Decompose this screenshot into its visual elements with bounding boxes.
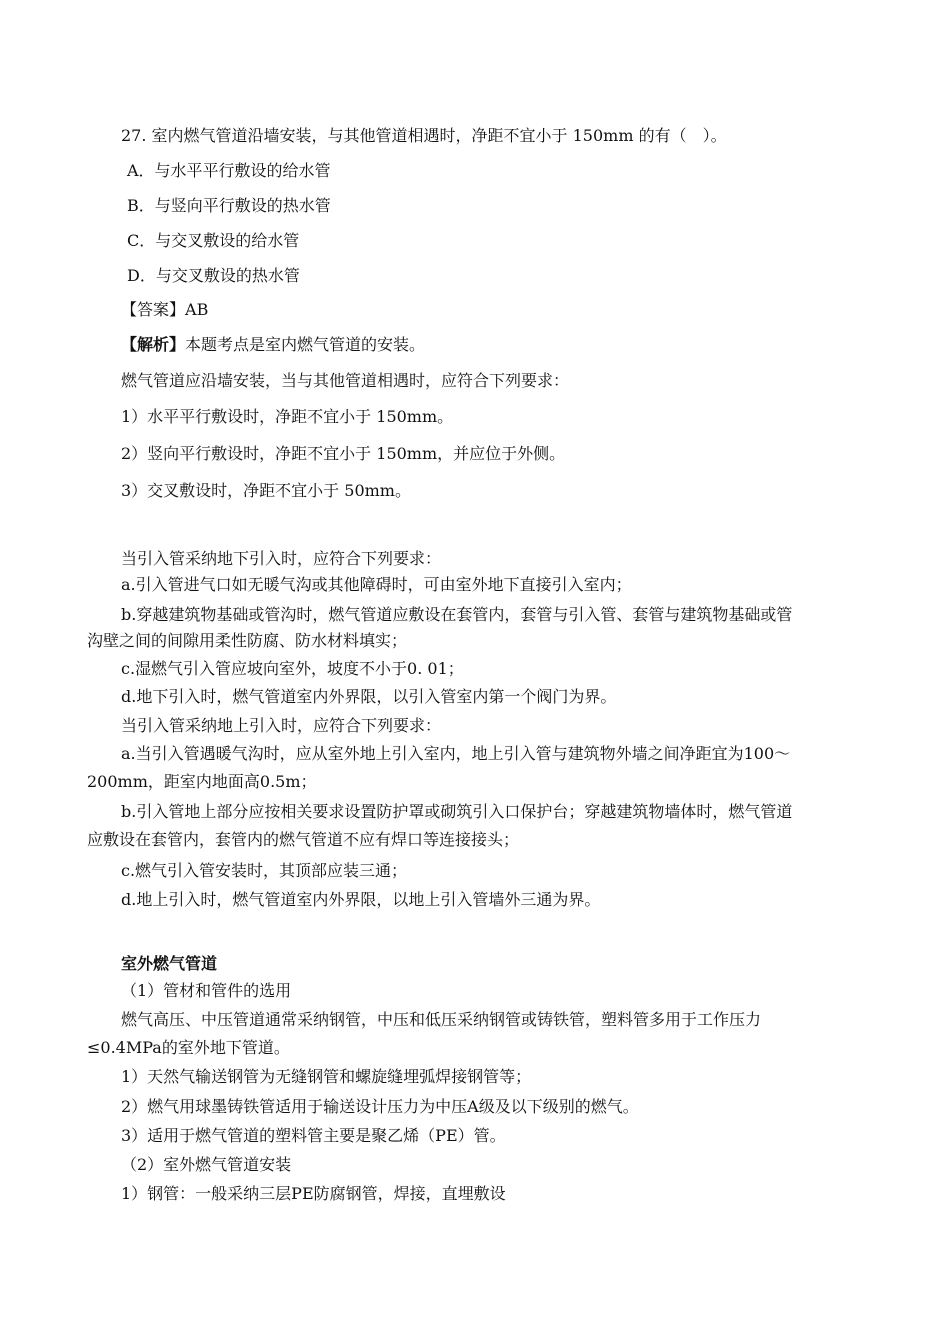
subheading-installation: （2）室外燃气管道安装	[121, 1155, 292, 1174]
answer-line	[121, 299, 208, 321]
analysis-line	[121, 334, 425, 356]
answer-label: 【答案】	[121, 300, 186, 319]
analysis-text: 本题考点是室内燃气管道的安装。	[185, 335, 426, 354]
aboveground-item-b: b.引入管地上部分应按相关要求设置防护罩或砌筑引入口保护台；穿越建筑物墙体时，燃气管道	[121, 802, 793, 821]
answer-value: AB	[185, 300, 209, 319]
option-a: A．与水平平行敷设的给水管	[127, 161, 331, 180]
aboveground-item-b-cont: 应敷设在套管内，套管内的燃气管道不应有焊口等连接接头；	[87, 830, 520, 849]
option-b: B．与竖向平行敷设的热水管	[127, 196, 331, 215]
underground-item-d: d.地下引入时，燃气管道室内外界限，以引入管室内第一个阀门为界。	[121, 687, 617, 706]
underground-intro: 当引入管采纳地下引入时，应符合下列要求：	[121, 549, 442, 568]
material-item: 3）适用于燃气管道的塑料管主要是聚乙烯（PE）管。	[121, 1126, 506, 1145]
option-d: D．与交叉敷设的热水管	[127, 266, 300, 285]
aboveground-item-c: c.燃气引入管安装时，其顶部应装三通；	[121, 861, 408, 880]
question-stem: 27. 室内燃气管道沿墙安装，与其他管道相遇时，净距不宜小于 150mm 的有（ ）。	[121, 126, 727, 145]
rule-item: 2）竖向平行敷设时，净距不宜小于 150mm，并应位于外侧。	[121, 444, 566, 463]
aboveground-item-a: a.当引入管遇暖气沟时，应从室外地上引入室内，地上引入管与建筑物外墙之间净距宜为100～	[121, 744, 791, 763]
paragraph-cont: ≤0.4MPa的室外地下管道。	[87, 1038, 290, 1057]
underground-item-b: b.穿越建筑物基础或管沟时，燃气管道应敷设在套管内，套管与引入管、套管与建筑物基础或管	[121, 605, 793, 624]
aboveground-item-a-cont: 200mm，距室内地面高0.5m；	[87, 772, 317, 791]
rules-intro: 燃气管道应沿墙安装，当与其他管道相遇时，应符合下列要求：	[121, 371, 570, 390]
option-c: C．与交叉敷设的给水管	[127, 231, 300, 250]
underground-item-b-cont: 沟壁之间的间隙用柔性防腐、防水材料填实；	[87, 631, 408, 650]
aboveground-intro: 当引入管采纳地上引入时，应符合下列要求：	[121, 716, 442, 735]
section-heading: 室外燃气管道	[121, 954, 218, 973]
rule-item: 1）水平平行敷设时，净距不宜小于 150mm。	[121, 407, 454, 426]
aboveground-item-d: d.地上引入时，燃气管道室内外界限，以地上引入管墙外三通为界。	[121, 890, 601, 909]
rule-item: 3）交叉敷设时，净距不宜小于 50mm。	[121, 481, 411, 500]
material-item: 2）燃气用球墨铸铁管适用于输送设计压力为中压A级及以下级别的燃气。	[121, 1097, 639, 1116]
underground-item-a: a.引入管进气口如无暖气沟或其他障碍时，可由室外地下直接引入室内；	[121, 575, 632, 594]
subheading-materials: （1）管材和管件的选用	[121, 981, 292, 1000]
paragraph: 燃气高压、中压管道通常采纳钢管，中压和低压采纳钢管或铸铁管，塑料管多用于工作压力	[121, 1010, 762, 1029]
underground-item-c: c.湿燃气引入管应坡向室外，坡度不小于0. 01；	[121, 659, 464, 678]
material-item: 1）天然气输送钢管为无缝钢管和螺旋缝埋弧焊接钢管等；	[121, 1067, 532, 1086]
analysis-label: 【解析】	[121, 335, 186, 354]
installation-item: 1）钢管：一般采纳三层PE防腐钢管，焊接，直埋敷设	[121, 1184, 506, 1203]
